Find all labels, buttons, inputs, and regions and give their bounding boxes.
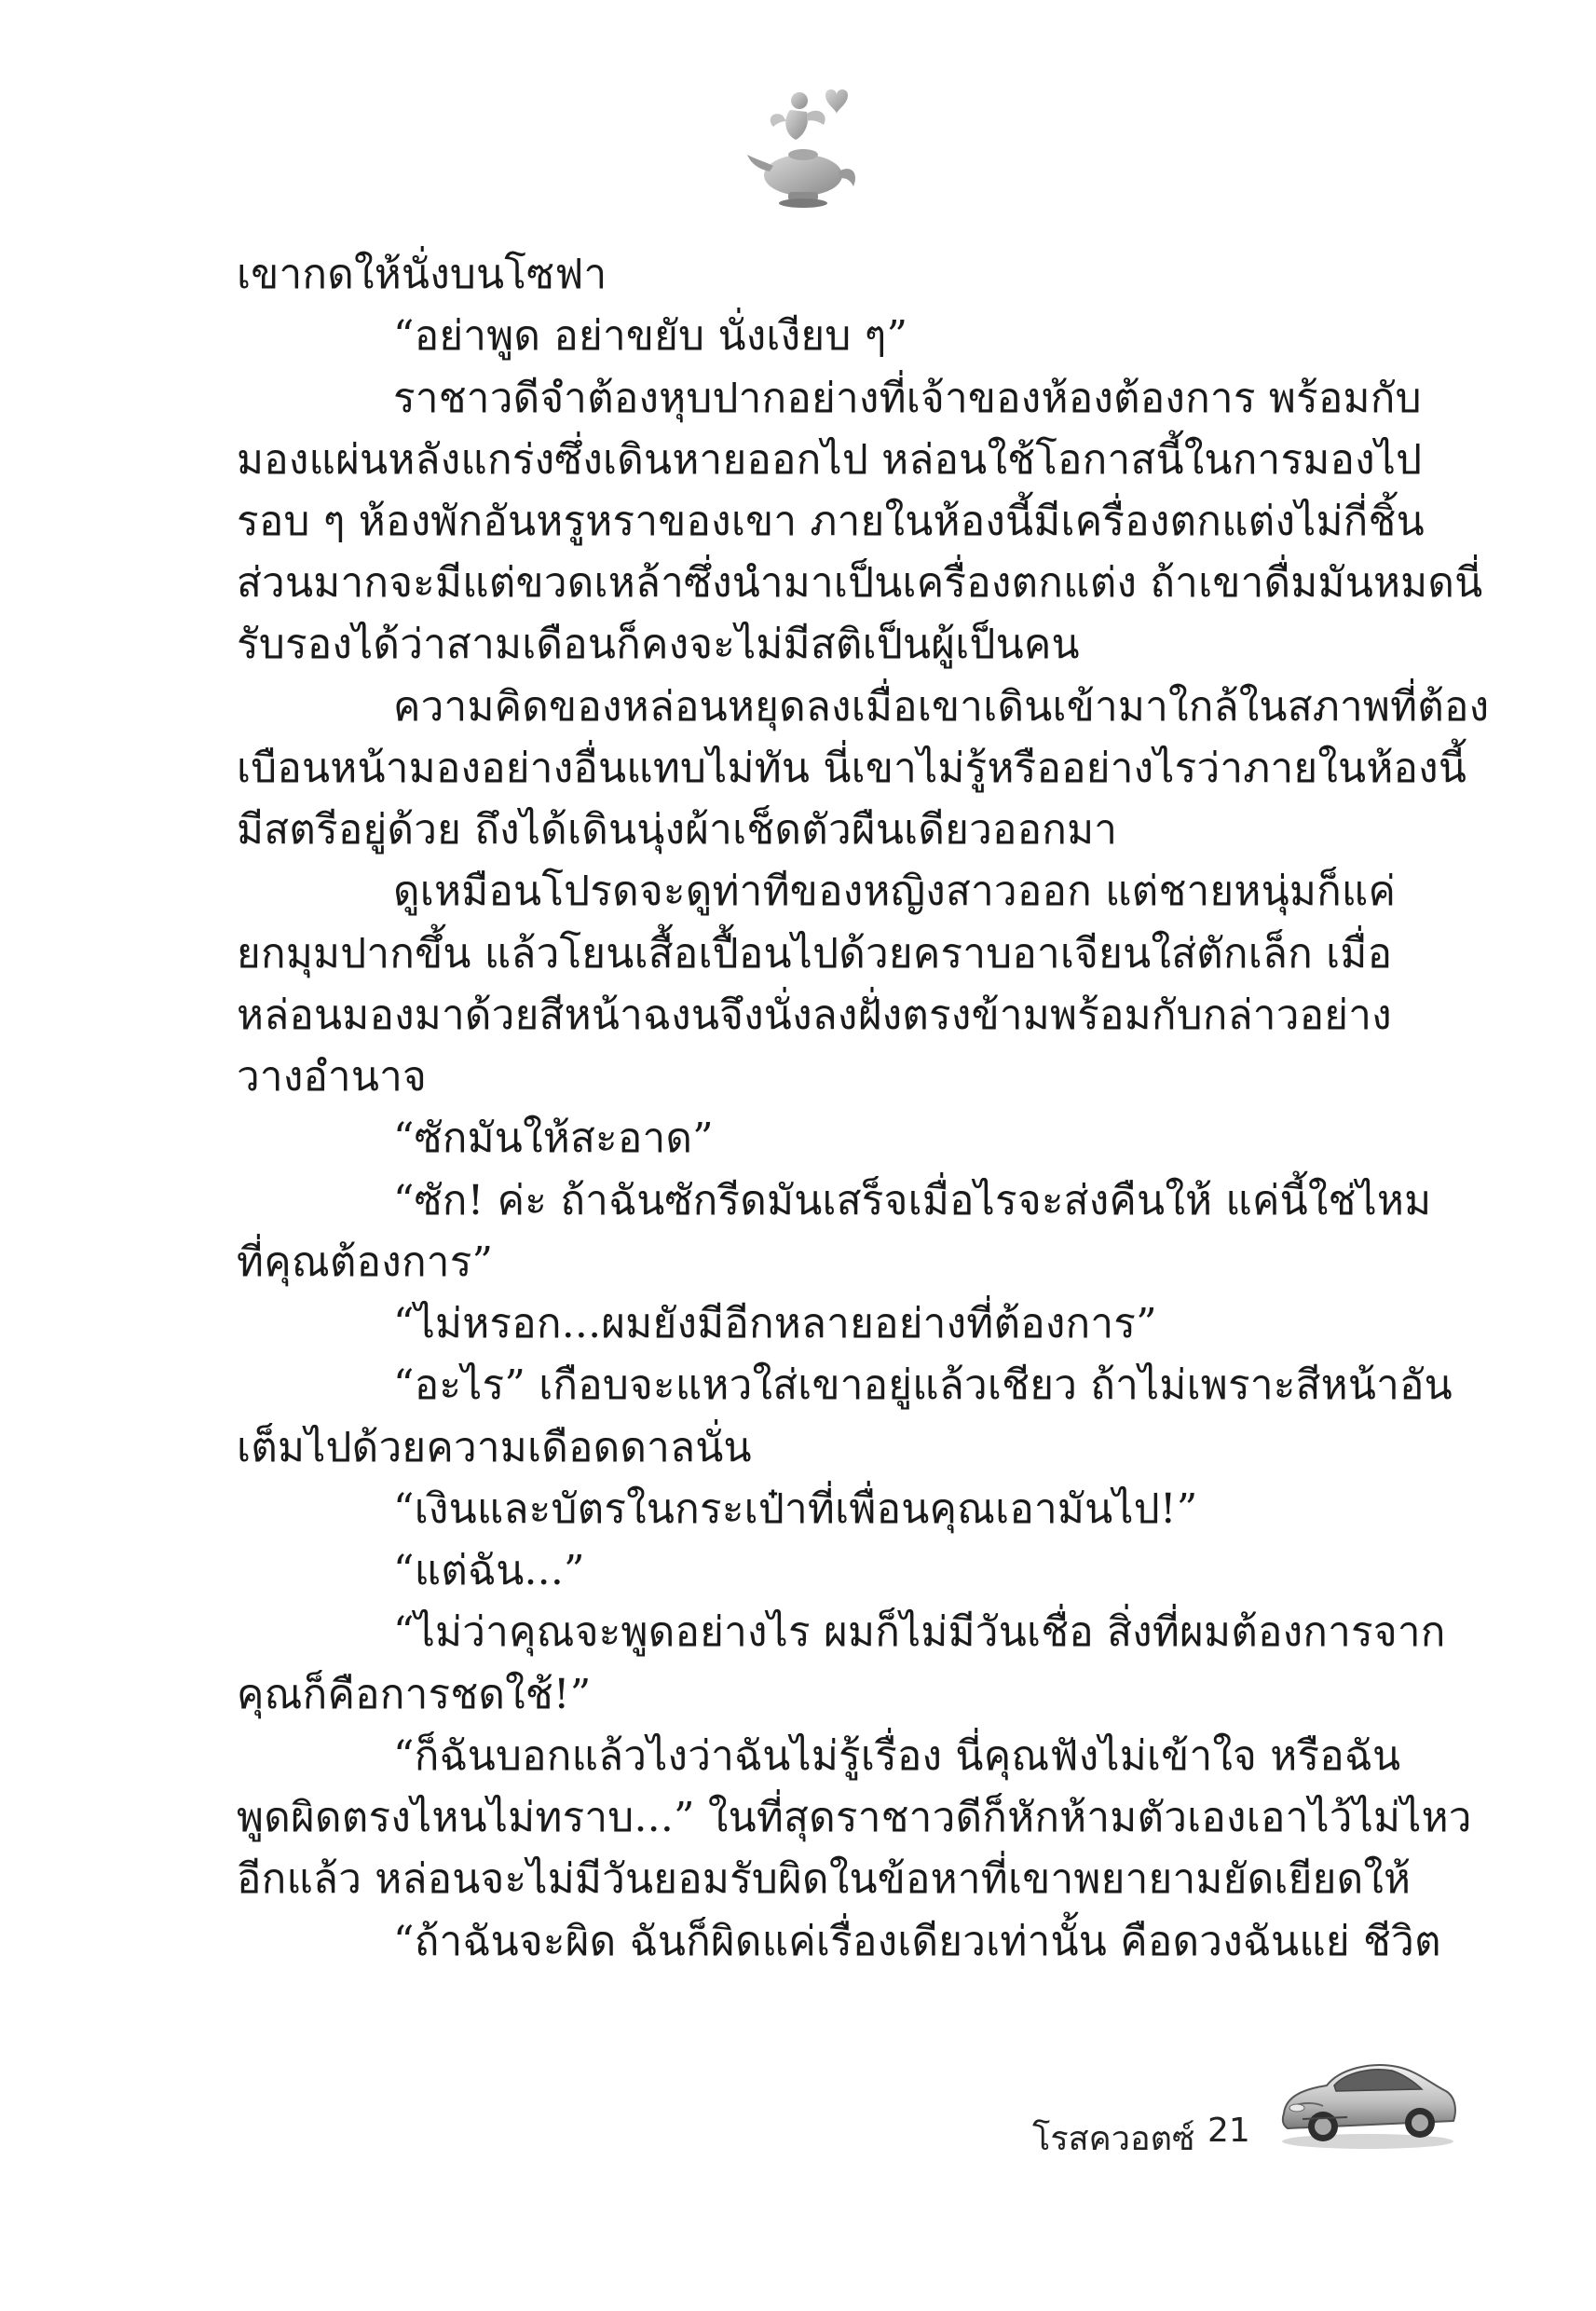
running-footer-title: โรสควอตซ์ [1032,2120,1195,2158]
paragraph-line: “เงินและบัตรในกระเป๋าที่เพื่อนคุณเอามันไป!” [393,1485,1198,1533]
paragraph-line: คุณก็คือการชดใช้!” [237,1671,592,1718]
paragraph-line: “อย่าพูด อย่าขยับ นั่งเงียบ ๆ” [393,312,908,360]
paragraph-line: มีสตรีอยู่ด้วย ถึงได้เดินนุ่งผ้าเช็ดตัวผืนเดียวออกมา [237,806,1118,854]
paragraph-line: “ซักมันให้สะอาด” [393,1114,714,1162]
paragraph-line: ดูเหมือนโปรดจะดูท่าทีของหญิงสาวออก แต่ชายหนุ่มก็แค่ [393,868,1397,915]
paragraph-line: หล่อนมองมาด้วยสีหน้าฉงนจึงนั่งลงฝั่งตรงข้ามพร้อมกับกล่าวอย่าง [237,991,1392,1039]
cupid-teapot-ornament-icon [745,82,866,212]
paragraph-line: ยกมุมปากขึ้น แล้วโยนเสื้อเปื้อนไปด้วยคราบอาเจียนใส่ตักเล็ก เมื่อ [237,930,1393,978]
paragraph-line: พูดผิดตรงไหนไม่ทราบ...” ในที่สุดราชาวดีก็หักห้ามตัวเองเอาไว้ไม่ไหว [237,1794,1472,1841]
paragraph-line: “อะไร” เกือบจะแหวใส่เขาอยู่แล้วเชียว ถ้าไม่เพราะสีหน้าอัน [393,1361,1453,1409]
paragraph-line: รับรองได้ว่าสามเดือนก็คงจะไม่มีสติเป็นผู้เป็นคน [237,621,1080,668]
paragraph-line: “ก็ฉันบอกแล้วไงว่าฉันไม่รู้เรื่อง นี่คุณฟังไม่เข้าใจ หรือฉัน [393,1732,1401,1780]
paragraph-line: “ไม่ว่าคุณจะพูดอย่างไร ผมก็ไม่มีวันเชื่อ สิ่งที่ผมต้องการจาก [393,1608,1446,1656]
paragraph-line: ความคิดของหล่อนหยุดลงเมื่อเขาเดินเข้ามาใกล้ในสภาพที่ต้อง [393,683,1490,731]
paragraph-line: ส่วนมากจะมีแต่ขวดเหล้าซึ่งนำมาเป็นเครื่องตกแต่ง ถ้าเขาดื่มมันหมดนี่ [237,559,1483,607]
paragraph-line: “ซัก! ค่ะ ถ้าฉันซักรีดมันเสร็จเมื่อไรจะส่งคืนให้ แค่นี้ใช่ไหม [393,1177,1432,1224]
paragraph-line: รอบ ๆ ห้องพักอันหรูหราของเขา ภายในห้องนี้มีเครื่องตกแต่งไม่กี่ชิ้น [237,498,1425,545]
paragraph-line: เขากดให้นั่งบนโซฟา [237,251,607,298]
sports-car-icon [1275,2041,1461,2153]
paragraph-line: เบือนหน้ามองอย่างอื่นแทบไม่ทัน นี่เขาไม่รู้หรืออย่างไรว่าภายในห้องนี้ [237,745,1467,792]
paragraph-line: “แต่ฉัน...” [393,1547,585,1594]
paragraph-line: “ไม่หรอก...ผมยังมีอีกหลายอย่างที่ต้องการ” [393,1300,1157,1347]
page-number: 21 [1207,2112,1250,2150]
paragraph-line: มองแผ่นหลังแกร่งซึ่งเดินหายออกไป หล่อนใช้โอกาสนี้ในการมองไป [237,436,1423,484]
paragraph-line: “ถ้าฉันจะผิด ฉันก็ผิดแค่เรื่องเดียวเท่านั้น คือดวงฉันแย่ ชีวิต [393,1918,1441,1965]
paragraph-line: วางอำนาจ [237,1053,427,1101]
paragraph-line: ที่คุณต้องการ” [237,1238,494,1286]
paragraph-line: ราชาวดีจำต้องหุบปากอย่างที่เจ้าของห้องต้องการ พร้อมกับ [393,375,1422,422]
paragraph-line: อีกแล้ว หล่อนจะไม่มีวันยอมรับผิดในข้อหาที่เขาพยายามยัดเยียดให้ [237,1855,1412,1903]
paragraph-line: เต็มไปด้วยความเดือดดาลนั่น [237,1424,752,1471]
